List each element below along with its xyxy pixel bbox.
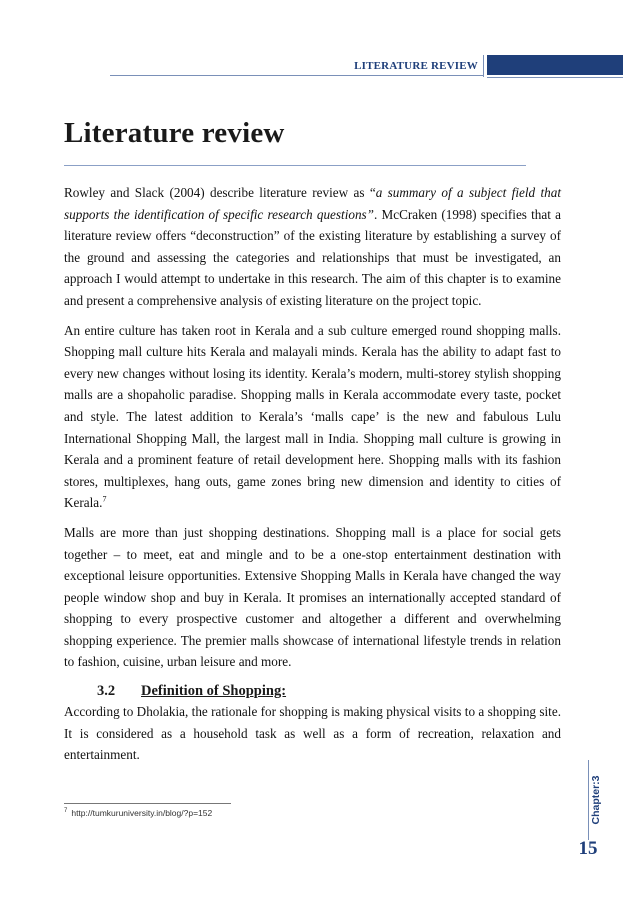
footnote-marker: 7	[64, 808, 68, 815]
title-underline	[64, 165, 526, 166]
section-number: 3.2	[97, 683, 116, 700]
header-separator	[483, 55, 484, 77]
page-title: Literature review	[64, 117, 285, 149]
paragraph-3: Malls are more than just shopping destinations. Shopping mall is a place for social gets together – to meet, eat and mingle and to be a one-stop entertainment destination with exceptional leisure opportunities. Extensive Shopping Malls in Kerala have changed the way people window shop and buy in Kerala. It promises an internationally accepted standard of shopping to every prospective customer and altogether a different and overwhelming shopping experience. The premier malls showcase of international lifestyle trends in relation to fashion, cuisine, urban leisure and more.	[64, 524, 561, 670]
paragraph-1	[64, 182, 561, 312]
footnote-link[interactable]: http://tumkuruniversity.in/blog/?p=152	[71, 808, 213, 818]
paragraph-1-rest: . McCraken (1998) specifies that a literature review offers “deconstruction” of the existing literature by establishing a survey of the ground and assessing the categories and relationships that must be investigated, an approach I would attempt to undertake in this research. The aim of this chapter is to examine and present a comprehensive analysis of existing literature on the project topic.	[64, 206, 561, 308]
footnote	[64, 808, 212, 818]
sidebar-rule	[588, 760, 589, 840]
header-band-rule	[487, 77, 623, 78]
header-color-band	[487, 55, 623, 75]
paragraph-2-text: An entire culture has taken root in Kerala and a sub culture emerged round shopping malls. Shopping mall culture hits Kerala and malayali minds. Kerala has the ability to adapt fast to every new changes without losing its identity. Kerala’s modern, multi-storey stylish shopping malls are a shopaholic paradise. Shopping malls in Kerala accommodate every taste, pocket and style. The latest addition to Kerala’s ‘malls cape’ is the new and fabulous Lulu International Shopping Mall, the largest mall in India. Shopping mall culture is growing in Kerala and a prominent feature of retail development here. Shopping malls with its fashion stores, multiplexes, hang outs, game zones bring new dimension and identity to cities of Kerala.	[64, 322, 561, 511]
section-heading	[64, 681, 561, 701]
paragraph-2	[64, 320, 561, 514]
paragraph-4: According to Dholakia, the rationale for shopping is making physical visits to a shopping site. It is considered as a household task as well as a form of recreation, relaxation and entertainment.	[64, 704, 561, 763]
running-header: LITERATURE REVIEW	[354, 60, 478, 72]
footnote-rule	[64, 803, 231, 804]
page-number: 15	[578, 838, 598, 859]
section-title: Definition of Shopping:	[141, 683, 287, 700]
body-text	[64, 182, 561, 774]
footnote-reference: 7	[102, 494, 107, 504]
header-rule	[110, 75, 483, 76]
paragraph-1-lead: Rowley and Slack (2004) describe literature review as “	[64, 185, 376, 200]
chapter-label: Chapter:3	[590, 775, 602, 825]
paragraph-1-quote: a summary of a subject field that supports the identification of specific research questions”	[64, 185, 561, 222]
